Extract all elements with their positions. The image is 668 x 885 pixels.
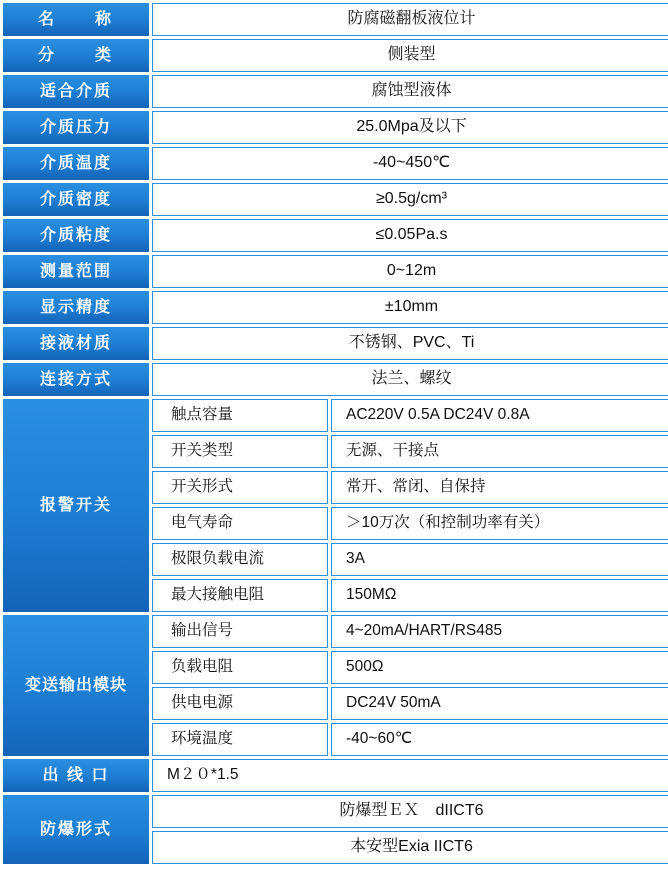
table-row [3,291,668,324]
sub-label-text: 电气寿命 [171,514,234,532]
row-value-explosion-proof-2 [152,831,668,864]
sub-value-electrical-life [331,507,668,540]
sub-label-output-signal [152,615,328,648]
sub-label-electrical-life [152,507,328,540]
sub-label-text: 供电电源 [171,694,234,712]
sub-value-text: 3A [346,550,365,568]
table-row [3,219,668,252]
sub-value-limit-load-current [331,543,668,576]
table-row [3,615,668,648]
group-label-alarm-switch [3,399,149,612]
row-value-temperature [152,147,668,180]
row-value-text: 侧装型 [387,46,436,64]
row-value-text: ≤0.05Pa.s [375,226,448,244]
sub-label-text: 开关类型 [171,442,234,460]
sub-value-power-supply [331,687,668,720]
sub-value-text: 150MΩ [346,586,397,604]
row-label-text: 测量范围 [39,262,112,280]
row-label-wetted-material [3,327,149,360]
sub-value-max-contact-resistance [331,579,668,612]
row-value-text: 本安型Exia IICT6 [350,838,473,856]
sub-value-text: 无源、干接点 [346,442,440,460]
sub-label-contact-capacity [152,399,328,432]
sub-label-max-contact-resistance [152,579,328,612]
row-label-text: 连接方式 [39,370,112,388]
sub-label-switch-type [152,435,328,468]
row-label-outlet [3,759,149,792]
row-label-viscosity [3,219,149,252]
table-row [3,759,668,792]
table-row [3,3,668,36]
sub-label-ambient-temperature [152,723,328,756]
row-label-text: 分 类 [37,46,114,64]
sub-label-text: 输出信号 [171,622,234,640]
row-label-name [3,3,149,36]
row-value-text: -40~450℃ [372,154,451,172]
sub-value-switch-form [331,471,668,504]
row-value-text: 防腐磁翻板液位计 [347,10,476,28]
row-value-outlet [152,759,668,792]
table-row [3,147,668,180]
row-label-connection [3,363,149,396]
row-label-text: 介质粘度 [39,226,112,244]
row-label-category [3,39,149,72]
row-value-text: M２０*1.5 [167,766,239,784]
row-value-text: 不锈钢、PVC、Ti [348,334,475,352]
sub-value-text: 4~20mA/HART/RS485 [346,622,503,640]
row-label-medium [3,75,149,108]
table-row [3,363,668,396]
group-label-transmitter-module [3,615,149,756]
sub-value-text: 常开、常闭、自保持 [346,478,486,496]
row-label-text: 接液材质 [39,334,112,352]
row-label-temperature [3,147,149,180]
sub-label-text: 极限负载电流 [171,550,265,568]
row-value-medium [152,75,668,108]
row-value-text: 法兰、螺纹 [371,370,452,388]
row-value-range [152,255,668,288]
sub-label-switch-form [152,471,328,504]
sub-value-switch-type [331,435,668,468]
sub-label-limit-load-current [152,543,328,576]
group-label-explosion-proof [3,795,149,864]
sub-value-ambient-temperature [331,723,668,756]
row-value-pressure [152,111,668,144]
row-value-density [152,183,668,216]
table-row [3,255,668,288]
row-value-name [152,3,668,36]
row-label-text: 介质密度 [39,190,112,208]
sub-value-contact-capacity [331,399,668,432]
sub-label-power-supply [152,687,328,720]
row-label-range [3,255,149,288]
row-label-text: 介质温度 [39,154,112,172]
sub-value-text: ＞10万次（和控制功率有关） [346,514,550,532]
row-value-text: 0~12m [386,262,437,280]
sub-label-text: 环境温度 [171,730,234,748]
row-value-text: 防爆型ＥＸ dIICT6 [339,802,484,820]
sub-label-text: 开关形式 [171,478,234,496]
sub-label-text: 最大接触电阻 [171,586,265,604]
sub-value-text: 500Ω [346,658,384,676]
row-label-text: 显示精度 [39,298,112,316]
sub-label-load-resistance [152,651,328,684]
sub-value-load-resistance [331,651,668,684]
row-label-text: 适合介质 [39,82,112,100]
row-value-viscosity [152,219,668,252]
row-value-text: ≥0.5g/cm³ [375,190,448,208]
sub-value-text: DC24V 50mA [346,694,441,712]
row-value-connection [152,363,668,396]
group-label-text: 防爆形式 [39,820,112,838]
table-row [3,795,668,828]
row-value-text: 25.0Mpa及以下 [356,118,467,136]
group-label-text: 报警开关 [39,496,112,514]
row-value-text: ±10mm [384,298,439,316]
table-row [3,183,668,216]
row-label-text: 介质压力 [39,118,112,136]
row-label-pressure [3,111,149,144]
row-label-text: 出 线 口 [42,766,110,784]
row-value-wetted-material [152,327,668,360]
row-label-density [3,183,149,216]
row-label-text: 名 称 [37,10,114,28]
sub-value-text: AC220V 0.5A DC24V 0.8A [346,406,530,424]
sub-label-text: 负载电阻 [171,658,234,676]
row-value-accuracy [152,291,668,324]
row-value-explosion-proof-1 [152,795,668,828]
sub-value-text: -40~60℃ [346,730,413,748]
sub-label-text: 触点容量 [171,406,234,424]
table-row [3,111,668,144]
group-label-text: 变送输出模块 [24,676,127,694]
row-label-accuracy [3,291,149,324]
table-row [3,75,668,108]
table-row [3,399,668,432]
table-row [3,39,668,72]
row-value-category [152,39,668,72]
row-value-text: 腐蚀型液体 [371,82,452,100]
table-row [3,327,668,360]
sub-value-output-signal [331,615,668,648]
